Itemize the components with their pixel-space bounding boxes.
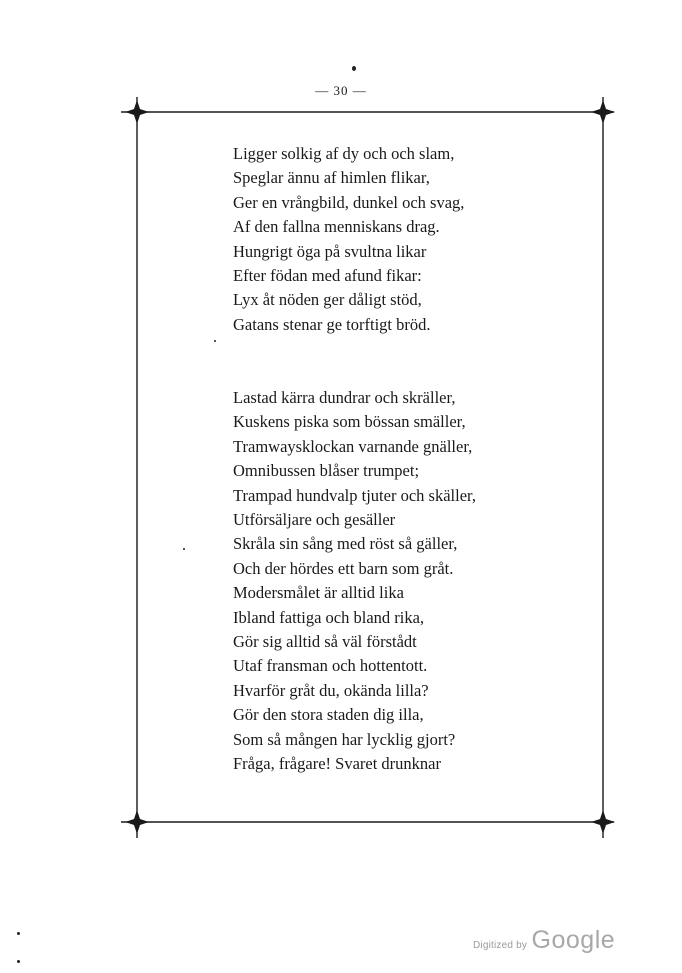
ink-speck [214,340,216,342]
poem-line: Gatans stenar ge torftigt bröd. [233,314,431,334]
ink-speck [183,548,185,550]
poem-line: Som så mången har lycklig gjort? [233,729,456,749]
poem-line: Hungrigt öga på svultna likar [233,241,427,261]
poem-line: Hvarför gråt du, okända lilla? [233,680,429,700]
poem-line: Gör den stora staden dig illa, [233,705,424,725]
corner-ornament-top-left [125,100,149,124]
poem-line: Och der hördes ett barn som gråt. [233,558,454,578]
corner-ornament-top-right [591,100,615,124]
watermark-prefix: Digitized by [473,940,528,951]
poem-line: Utförsäljare och gesäller [233,510,396,530]
poem-stanza-1 [233,142,464,337]
digitized-by-watermark [473,926,615,955]
poem-line: Efter födan med afund fikar: [233,266,422,286]
poem-line: Speglar ännu af himlen flikar, [233,168,430,188]
poem-line: Gör sig alltid så väl förstådt [233,632,417,652]
corner-ornament-bottom-left [125,810,149,834]
poem-line: Af den fallna menniskans drag. [233,217,440,237]
poem-line: Ibland fattiga och bland rika, [233,607,425,627]
poem-line: Tramwaysklockan varnande gnäller, [233,436,473,456]
poem-line: Lyx åt nöden ger dåligt stöd, [233,290,422,310]
ink-speck [17,932,20,935]
page-number: — 30 — [315,83,367,98]
poem-line: Lastad kärra dundrar och skräller, [233,388,456,407]
poem-line: Omnibussen blåser trumpet; [233,461,420,481]
poem-line: Skråla sin sång med röst så gäller, [233,534,458,554]
poem-line: Ligger solkig af dy och och slam, [233,144,455,163]
poem-stanza-2 [233,386,476,777]
poem-line: Trampad hundvalp tjuter och skäller, [233,485,476,505]
poem-line: Utaf fransman och hottentott. [233,656,428,676]
poem-line: Modersmålet är alltid lika [233,583,404,603]
corner-ornament-bottom-right [591,810,615,834]
ink-speck [17,960,20,963]
poem-line: Kuskens piska som bössan smäller, [233,412,466,432]
poem-line: Ger en vrångbild, dunkel och svag, [233,192,465,212]
poem-line: Fråga, frågare! Svaret drunknar [233,754,441,774]
watermark-brand: Google [531,926,616,954]
